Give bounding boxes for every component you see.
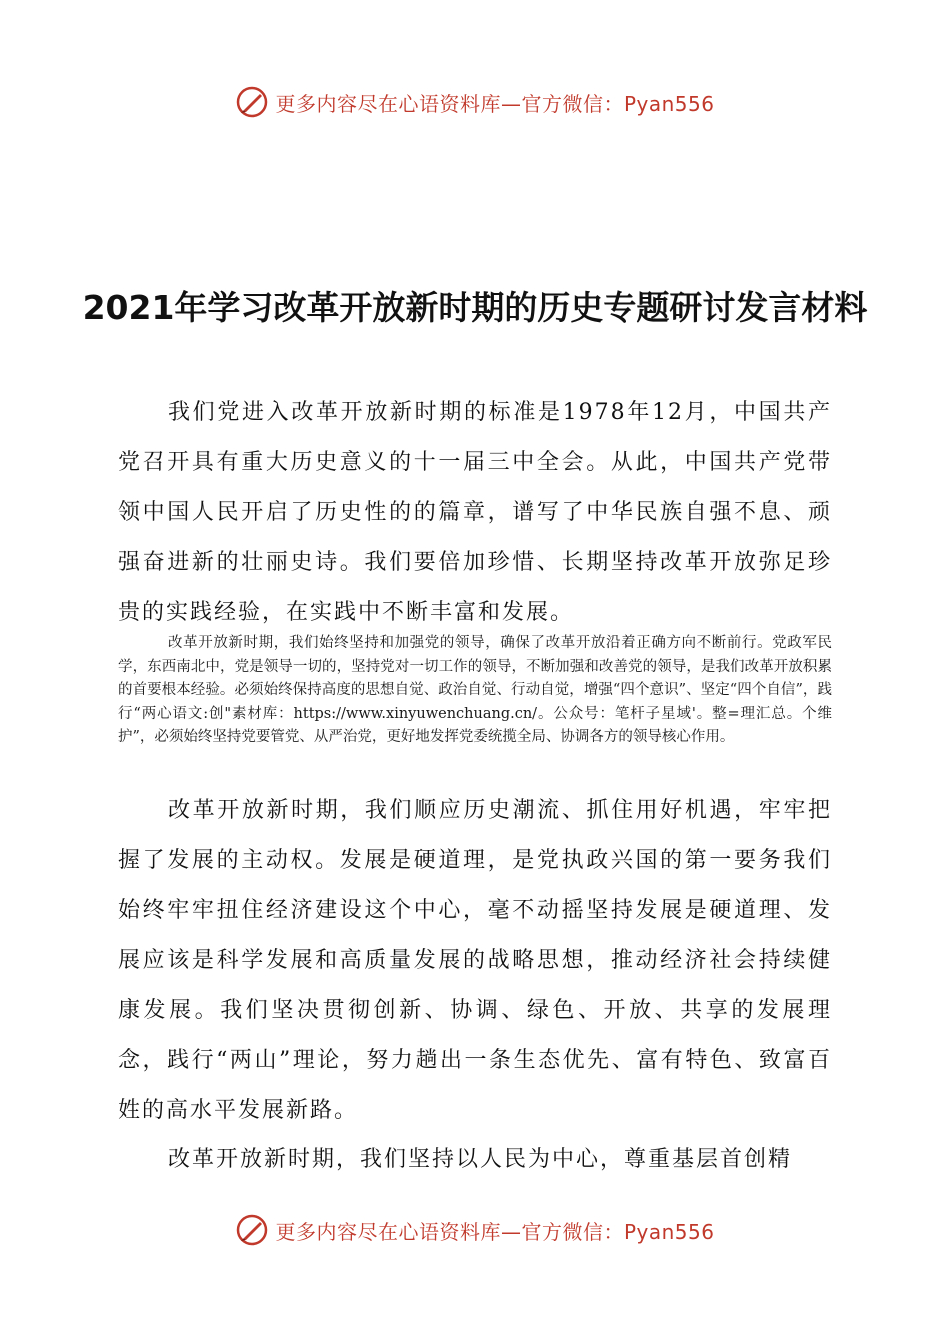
watermark-text: 更多内容尽在心语资料库—官方微信：Pyan556 (275, 91, 715, 116)
quill-logo-icon (235, 1213, 269, 1247)
document-title: 2021年学习改革开放新时期的历史专题研讨发言材料 (82, 288, 868, 328)
paragraph-4: 改革开放新时期，我们坚持以人民为中心，尊重基层首创精 (168, 1147, 793, 1172)
paragraph-3: 改革开放新时期，我们顺应历史潮流、抓住用好机遇，牢牢把握了发展的主动权。发展是硬道理，是党执政兴国的第一要务我们始终牢牢扭住经济建设这个中心，毫不动摇坚持发展是硬道理、发展应该是科学发展和高质量发展的战略思想，推动经济社会持续健康发展。我们坚决贯彻创新、协调、绿色、开放、共享的发展理念，践行“两山”理论，努力趟出一条生态优先、富有特色、致富百姓的高水平发展新路。 (118, 798, 832, 1123)
paragraph-1: 我们党进入改革开放新时期的标准是1978年12月，中国共产党召开具有重大历史意义的十一届三中全会。从此，中国共产党带领中国人民开启了历史性的的篇章，谱写了中华民族自强不息、顽强奋进新的壮丽史诗。我们要倍加珍惜、长期坚持改革开放弥足珍贵的实践经验，在实践中不断丰富和发展。 (118, 400, 832, 625)
quill-logo-icon (235, 85, 269, 119)
header-watermark (0, 82, 950, 122)
footer-watermark (0, 1210, 950, 1250)
watermark-text: 更多内容尽在心语资料库—官方微信：Pyan556 (275, 1219, 715, 1244)
paragraph-2-small: 改革开放新时期，我们始终坚持和加强党的领导，确保了改革开放沿着正确方向不断前行。党政军民学，东西南北中，党是领导一切的，坚持党对一切工作的领导，不断加强和改善党的领导，是我们改革开放积累的首要根本经验。必须始终保持高度的思想自觉、政治自觉、行动自觉，增强“四个意识”、坚定“四个自信”，践行“两心语文:创"素材库：https://www.xinyuwenchuang.cn/。公众号：笔杆子星域'。整=理汇总。个维护”，必须始终坚持党要管党、从严治党，更好地发挥党委统揽全局、协调各方的领导核心作用。 (118, 635, 832, 745)
